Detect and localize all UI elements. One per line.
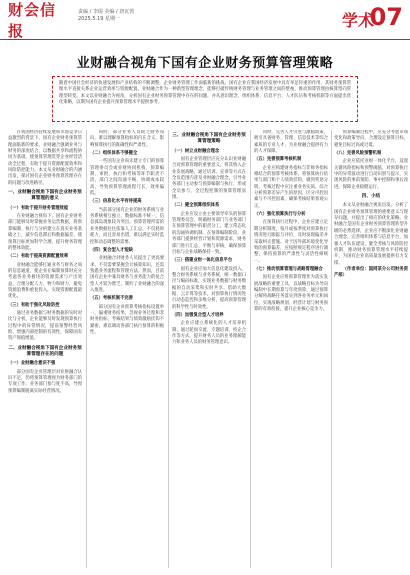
paragraph: 通过业务数据与财务数据的实时对比与分析，企业能够及时发现预算执行过程中的异常情况，提前预警经营风险，增强内部控制的有效性，保障国有资产保值增值。 — [8, 310, 82, 342]
paragraph: 国有企业应加大信息化建设投入，整合财务系统与业务系统，统一数据口径与编码标准，实现业务数据与财务数据的自动采集和实时共享。借助大数据、云计算等技术，对预算执行情况进行动态监控和多维分析，提高预算管理的科学性与时效性。 — [172, 266, 246, 310]
subheading: （三）信息化水平有待提高 — [90, 199, 142, 205]
section-heading: 三、业财融合视角下国有企业财务预算管理策略 — [172, 133, 246, 145]
article-headline: 业财融合视角下国有企业财务预算管理策略 — [76, 56, 334, 71]
subheading: （三）搭建业财一体化信息平台 — [172, 258, 233, 264]
column-divider — [86, 130, 87, 568]
section-heading: 二、业财融合视角下国有企业财务预算管理存在的问题 — [8, 345, 82, 357]
paragraph: 部分国有企业管理层对业财融合认识不足，仍将预算管理视为财务部门的专项工作，业务部门参与度不高，导致预算编制脱离实际经营情况。 — [8, 369, 82, 394]
paragraph: 企业应建立系统化的人才培养机制，通过轮岗交流、专题培训、校企合作等方式，提升财务人员的业务理解能力和业务人员的财务管理意识。 — [172, 321, 246, 346]
paragraph: 业财融合能够打通业务与财务之间的信息通道，使企业在编制预算时充分考虑各业务板块的资源需求与产出效益，合理分配人力、物力和财力，避免资源浪费和重复投入，实现资源配置最优化。 — [8, 262, 82, 300]
date-line: 2025.5.19 星期一 — [78, 16, 121, 22]
paragraph: 一些国有企业尚未建立专门的预算管理委员会或业财协同机构，预算编制、审批、执行和考核等环节职责不清，部门之间沟通不畅，协调成本较高，导致预算管理流程冗长，效率偏低。 — [90, 159, 164, 197]
paragraph: 部分国有企业预算考核指标设置单一，偏重财务结果，忽视业务过程和非财务指标，考核结果与绩效激励挂钩不紧密，难以调动各部门执行预算的积极性。 — [90, 304, 164, 335]
subheading: （一）有助于提升财务管理效能 — [8, 205, 69, 211]
logo-text: 财会信报 — [8, 1, 57, 40]
paragraph: 企业应构建财务指标与非财务指标相结合的预算考核体系，将预算执行结果与部门和个人绩效挂钩，做到奖惩分明。考核过程中应注重业务实质，综合分析预算差异产生的原因，区分可控因素与不可控因素，确保考核结果客观公正。 — [254, 165, 328, 209]
subheading: （二）组织体系不够健全 — [90, 151, 138, 157]
subheading: （四）复合型人才短缺 — [90, 247, 133, 253]
author-note: （作者单位：国网某分公司财务资产部） — [334, 266, 408, 279]
subheading: （一）树立业财融合理念 — [172, 148, 220, 154]
paragraph: 在预算执行过程中，企业应建立定期分析制度，按月或按季度对预算执行情况进行跟踪与评价，及时发现偏差并采取纠正措施。对于因外部环境变化导致的预算偏差，应按照规定程序进行调整，保持预算的严肃性与灵活性相统一。 — [254, 220, 328, 264]
page-number: 07 — [369, 3, 403, 31]
paragraph: 在我国经济持续发展和市场竞争日益激烈的背景下，国有企业财务预算管理面临新的要求。业财融合强调业务与财务的深度结合，以数据共享和流程协同为基础，使预算管理贯穿企业经营活动全过程，有助于提升资源配置效率和风险防控能力。本文从业财融合的内涵出发，探讨国有企业财务预算管理存在的问题与改进路径。 — [8, 130, 82, 186]
text-column-5 — [334, 130, 408, 568]
text-column-3 — [172, 130, 246, 568]
paragraph: 同时，完善人才引进与激励政策，吸引具备财务、管理、信息技术等综合素质的专业人才，为业财融合提供有力的人才保障。 — [254, 130, 328, 155]
subheading: （八）完善风险预警机制 — [334, 151, 382, 157]
paragraph: 企业应设立由主要领导牵头的预算管理委员会，明确财务部门与业务部门在预算管理中的职责分工，建立常态化的沟通协调机制。在预算编制阶段，业务部门提供经营计划和资源需求，财务部门进行汇总、平衡与审核，确保预算目标与企业战略保持一致。 — [172, 211, 246, 255]
column-divider — [250, 130, 251, 568]
subheading: （二）有助于提高资源配置效率 — [8, 254, 69, 260]
paragraph: 预算编制过程中，应充分考虑市场变化和政策导向，合理设定预算目标，避免目标过高或过低。 — [334, 130, 408, 148]
paragraph: 当前部分国有企业的财务系统与业务系统相互独立，数据标准不统一，信息孤岛现象较为突出。预算管理所需的业务数据往往依靠人工汇总，不仅耗时耗力，而且容易出错，难以满足实时监控和动态调整的需要。 — [90, 207, 164, 245]
masthead-meta — [78, 9, 134, 23]
section-heading: 四、小结 — [361, 194, 381, 200]
paragraph: 业财融合对财务人员提出了更高要求，不仅需要掌握会计核算知识，还需熟悉业务流程和管理方法。然而，目前国有企业中兼具财务与业务能力的复合型人才较为匮乏，制约了业财融合的深入推进。 — [90, 256, 164, 293]
subheading: （六）强化预算执行与分析 — [254, 212, 306, 218]
section-heading: 一、业财融合视角下国有企业财务预算管理的意义 — [8, 190, 82, 202]
newspaper-logo — [8, 1, 70, 40]
column-divider — [331, 130, 332, 568]
text-column-1 — [8, 130, 82, 568]
paragraph: 在业财融合视角下，国有企业财务部门能够及时掌握业务运营数据，将预算编制、执行与分析建立在真实业务基础之上，减少信息滞后和数据偏差，使预算目标更加科学合理，提升财务管理的整体效能。 — [8, 214, 82, 251]
subheading: （三）有助于强化风险防控 — [8, 302, 60, 308]
subheading: （五）考核机制不完善 — [90, 296, 133, 302]
editor-line: 责编 / 李琨 美编 / 唐瓦勃 — [78, 9, 135, 15]
subheading: （一）业财融合意识不强 — [8, 361, 56, 367]
subheading: （七）推动预算管理与战略管理融合 — [254, 266, 323, 272]
text-column-2 — [90, 130, 164, 568]
subheading: （二）健全预算组织体系 — [172, 203, 220, 209]
paragraph: 本文从业财融合视角出发，分析了国有企业财务预算管理的重要意义与现存问题，并提出了相应的优化策略。业财融合是国有企业财务预算管理转型升级的必然选择，企业应不断深化业财融合理念，完善组织体系与信息平台，加强人才队伍建设，健全考核与风险防控机制，推动财务预算管理水平持续提升，为国有企业高质量发展提供有力支撑。 — [334, 203, 408, 266]
subheading: （四）加强复合型人才培养 — [172, 312, 224, 318]
section-label: 学术 — [341, 11, 374, 30]
paragraph: 同时，部分业务人员缺乏财务知识，难以理解预算指标的内在含义，影响预算执行的准确性和严肃性。 — [90, 130, 164, 148]
masthead — [0, 0, 410, 40]
subheading: （五）完善预算考核机制 — [254, 157, 302, 163]
article-abstract: 随着中国社会经济的快速发展和产业结构的不断调整，企业财务管理工作面临新的挑战。国有企业在我国经济发展中具有举足轻重的作用，其财务预算管理水平直接关系企业运营效率与资源配置。业财融合作为一种新型管理理念，能够打破传统财务管理与业务管理之间的壁垒，推动预算管理由核算型向管理型转变。本文以业财融合为视角，分析国有企业财务预算管理中存在的问题，并从意识理念、组织体系、信息平台、人才队伍和考核机制等方面提出优化策略，以期为国有企业提升预算管理水平提供参考。 — [52, 76, 358, 122]
paragraph: 企业应依托业财一体化平台，设置关键风险指标和预警阈值，对预算执行中的异常波动进行自动识别与提示，实现风险的事前预防、事中控制和事后改进，保障企业稳健运行。 — [334, 159, 408, 190]
text-column-4 — [254, 130, 328, 568]
paragraph: 国有企业应将预算管理作为落实发展战略的重要工具，以战略目标为导向编制中长期预算与年度预算，通过预算分解将战略任务落实到各业务单元和岗位，实现战略规划、经营计划与财务预算的有效衔接，提升企业核心竞争力。 — [254, 275, 328, 312]
paragraph: 国有企业管理层应充分认识业财融合对预算管理的重要意义，将其纳入企业发展战略，通过培训、宣讲等方式在全员范围内普及业财融合理念，引导业务部门主动参与预算编制与执行，形成全员参与、全过程控制的预算管理氛围。 — [172, 157, 246, 201]
column-divider — [168, 130, 169, 568]
